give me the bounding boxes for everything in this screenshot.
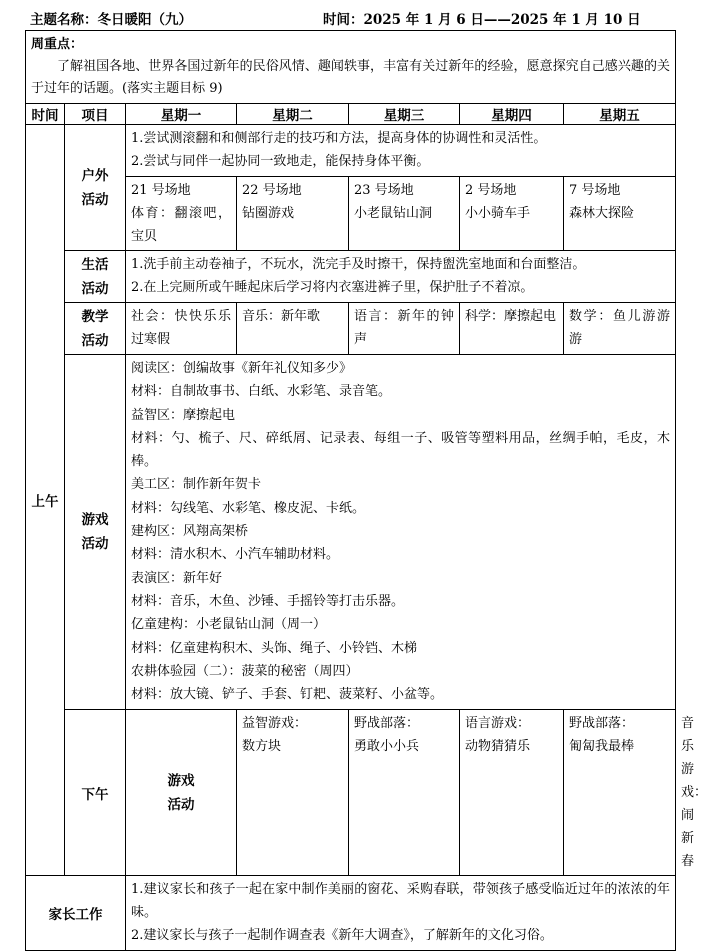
column-header-friday: 星期五: [564, 104, 676, 125]
outdoor-venue-wednesday: [349, 177, 460, 251]
column-header-tuesday: 星期二: [237, 104, 349, 125]
theme-title: 主题名称：冬日暖阳（九）: [30, 12, 192, 28]
column-header-item: 项目: [65, 104, 126, 125]
game-area: 亿童建构：小老鼠钻山洞（周一）: [131, 617, 327, 633]
venue-place: 23 号场地: [354, 183, 414, 198]
parents-item: 1.建议家长和孩子一起在家中制作美丽的窗花、采购春联，带领孩子感受临近过年的浓浓的年味。: [131, 882, 670, 920]
venue-activity: 钻圈游戏: [242, 206, 295, 221]
outdoor-venue-thursday: [460, 177, 564, 251]
teaching-monday: 社会：快快乐乐过寒假: [126, 303, 237, 355]
outdoor-goals: [126, 125, 676, 177]
game-area: 美工区：制作新年贺卡: [131, 477, 262, 493]
teaching-wednesday: 语言：新年的钟声: [349, 303, 460, 355]
venue-activity: 小小骑车手: [465, 206, 531, 221]
afternoon-thursday: 野战部落： 匍匐我最棒: [564, 710, 676, 876]
parents-content: [126, 876, 676, 951]
life-label: 生活 活动: [65, 251, 126, 303]
outdoor-goal: 2.尝试与同伴一起协同一致地走，能保持身体平衡。: [131, 154, 430, 169]
life-item: 1.洗手前主动卷袖子，不玩水，洗完手及时擦干，保持盥洗室地面和台面整洁。: [131, 257, 586, 272]
game-area: 建构区：风翔高架桥: [131, 524, 249, 540]
venue-place: 22 号场地: [242, 183, 302, 198]
outdoor-label: 户外 活动: [65, 125, 126, 251]
weekly-plan-table: [25, 30, 707, 951]
document-header: [0, 6, 698, 26]
games-row: [26, 355, 676, 710]
afternoon-label: 下午: [65, 710, 126, 876]
game-materials: 材料：清水积木、小汽车辅助材料。: [131, 547, 340, 563]
outdoor-venue-friday: [564, 177, 676, 251]
teaching-friday: 数学：鱼儿游游游: [564, 303, 676, 355]
game-materials: 材料：音乐，木鱼、沙锤、手摇铃等打击乐器。: [131, 593, 405, 609]
game-materials: 材料：勺、梳子、尺、碎纸屑、记录表、每组一子、吸管等塑料用品，丝绸手帕，毛皮，木棒。: [131, 430, 670, 470]
life-item: 2.在上完厕所或午睡起床后学习将内衣塞进裤子里，保护肚子不着凉。: [131, 280, 534, 295]
afternoon-wednesday: 语言游戏： 动物猜猜乐: [460, 710, 564, 876]
column-header-monday: 星期一: [126, 104, 237, 125]
weekly-focus-body: 了解祖国各地、世界各国过新年的民俗风情、趣闻轶事，丰富有关过新年的经验，愿意探究自己感兴趣的关于过年的话题。(落实主题目标 9): [31, 59, 670, 96]
teaching-row: [26, 303, 676, 355]
venue-activity: 森林大探险: [569, 206, 635, 221]
afternoon-tuesday: 野战部落： 勇敢小小兵: [349, 710, 460, 876]
game-materials: 材料：勾线笔、水彩笔、橡皮泥、卡纸。: [131, 500, 366, 516]
weekly-focus-row: [26, 31, 676, 104]
outdoor-venue-monday: [126, 177, 237, 251]
parents-label: 家长工作: [26, 876, 126, 951]
life-row: [26, 251, 676, 303]
venue-place: 2 号场地: [465, 183, 517, 198]
life-content: [126, 251, 676, 303]
parents-item: 2.建议家长与孩子一起制作调查表《新年大调查》，了解新年的文化习俗。: [131, 928, 553, 943]
morning-label: 上午: [26, 125, 65, 876]
game-materials: 材料：放大镜、铲子、手套、钉耙、菠菜籽、小盆等。: [131, 687, 444, 703]
outdoor-goals-row: [26, 125, 676, 177]
venue-activity: 体育：翻滚吧，宝贝: [131, 206, 231, 244]
parents-row: [26, 876, 676, 951]
games-content: [126, 355, 676, 710]
game-area: 农耕体验园（二）：菠菜的秘密（周四）: [131, 663, 359, 679]
afternoon-monday: 益智游戏： 数方块: [237, 710, 349, 876]
weekly-focus: [26, 31, 676, 104]
games-label: 游戏 活动: [65, 355, 126, 710]
column-header-wednesday: 星期三: [349, 104, 460, 125]
outdoor-venue-tuesday: [237, 177, 349, 251]
venue-place: 7 号场地: [569, 183, 621, 198]
afternoon-row: 下午 游戏 活动 益智游戏： 数方块 野战部落： 勇敢小小兵 语言游戏： 动物猜猜乐 野战部落： 匍匐我最棒 音乐游戏： 闹新春: [26, 710, 676, 876]
afternoon-games-label: 游戏 活动: [126, 710, 237, 876]
venue-activity: 小老鼠钻山洞: [354, 206, 433, 221]
date-range: 时间：2025 年 1 月 6 日——2025 年 1 月 10 日: [323, 12, 641, 28]
game-area: 表演区：新年好: [131, 570, 223, 586]
column-header-time: 时间: [26, 104, 65, 125]
teaching-label: 教学 活动: [65, 303, 126, 355]
venue-place: 21 号场地: [131, 183, 191, 198]
teaching-tuesday: 音乐：新年歌: [237, 303, 349, 355]
column-header-row: [26, 104, 676, 125]
weekly-focus-title: 周重点：: [31, 37, 84, 52]
game-area: 益智区：摩擦起电: [131, 407, 236, 423]
game-materials: 材料：自制故事书、白纸、水彩笔、录音笔。: [131, 384, 392, 400]
game-area: 阅读区：创编故事《新年礼仪知多少》: [131, 361, 353, 376]
column-header-thursday: 星期四: [460, 104, 564, 125]
outdoor-goal: 1.尝试测滚翻和和侧部行走的技巧和方法，提高身体的协调性和灵活性。: [131, 131, 547, 146]
teaching-thursday: 科学：摩擦起电: [460, 303, 564, 355]
game-materials: 材料：亿童建构积木、头饰、绳子、小铃铛、木梯: [131, 640, 418, 656]
